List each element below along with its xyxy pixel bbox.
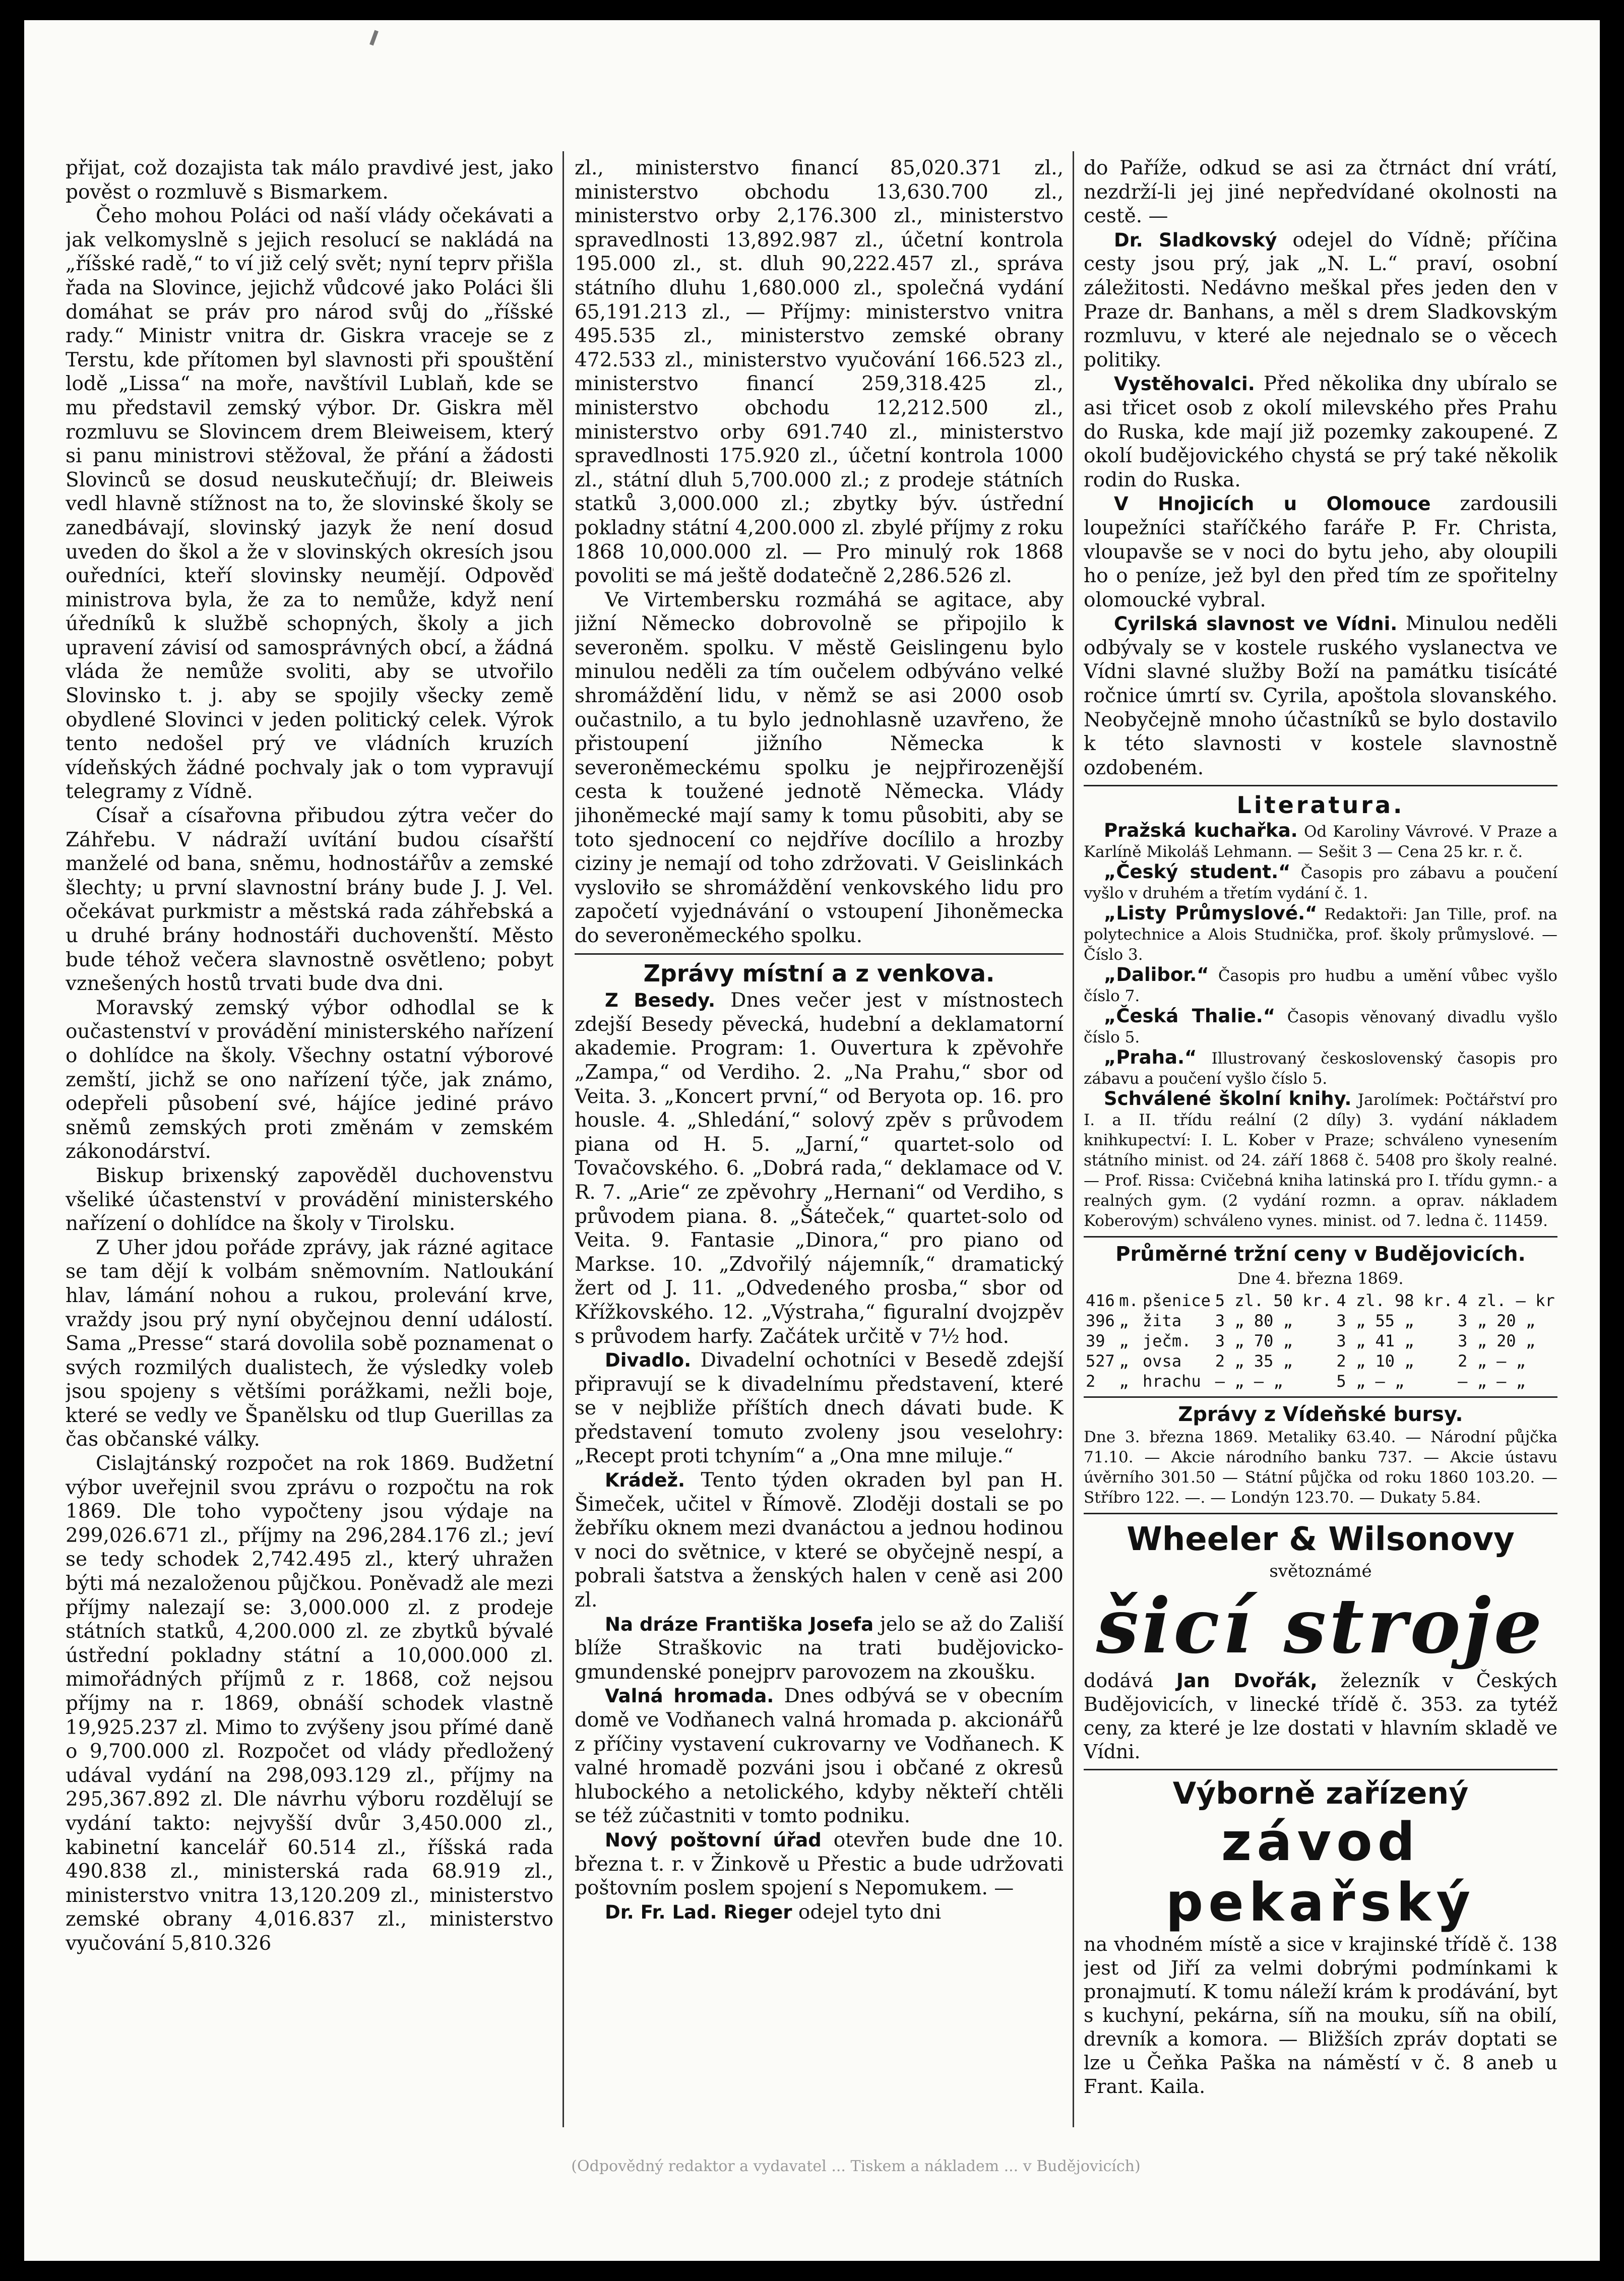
section-divider bbox=[1084, 1769, 1557, 1770]
price-cell: 3 „ 70 „ bbox=[1215, 1331, 1293, 1351]
price-cell: 396 bbox=[1086, 1311, 1115, 1331]
price-cell: 2 „ 10 „ bbox=[1336, 1351, 1414, 1371]
prices-title: Průměrné tržní ceny v Budějovicích. bbox=[1115, 1243, 1526, 1266]
price-cell: 2 „ — „ bbox=[1458, 1351, 1526, 1371]
advert-headline: šicí stroje bbox=[1096, 1582, 1545, 1671]
news-item bbox=[1084, 1006, 1557, 1047]
news-item-title: „Český student.“ bbox=[1104, 861, 1291, 883]
news-item bbox=[575, 1613, 1064, 1685]
news-item-title: Schválené školní knihy. bbox=[1104, 1088, 1352, 1110]
paragraph: Cislajtánský rozpočet na rok 1869. Budžetní výbor uveřejnil svou zprávu o rozpočtu na rok 1869. Dle toho vypočteny jsou výdaje na 299,026.671 zl., příjmy na 296,284.176 zl.; jeví se tedy schodek 2,742.495 zl., který uhražen býti má nezaloženou půjčkou. Poněvadž ale mezi příjmy nalezají se: 3,000.000 zl. z prodeje státních statků, 4,200.000 zl. ze zbytků bývalé ústřední pokladny státní a 10,000.000 zl. mimořádných příjmů z r. 1868, což nejsou příjmy na r. 1869, obnáší schodek vlastně 19,925.237 zl. Mimo to zvýšeny jsou přímé daně o 9,700.000 zl. Rozpočet od vlády předložený udával vydání na 298,093.129 zl., příjmy na 295,367.892 zl. Dle návrhu výboru rozdělují se vydání takto: nejvyšší dvůr 3,450.000 zl., kabinetní kancelář 60.514 zl., říšská rada 490.838 zl., ministerská rada 68.919 zl., ministerstvo vnitra 13,120.209 zl., ministerstvo zemské obrany 4,016.837 zl., ministerstvo vyučování 5,810.326 bbox=[66, 1452, 553, 1955]
news-item-text: Divadelní ochotníci v Besedě zdejší připravují se k divadelnímu představení, které se v nejbliže příštích dnech dávati bude. K představení tomuto zvoleny jsou veselohry: „Recept proti tchyním“ a „Ona mne miluje.“ bbox=[575, 1349, 1064, 1468]
news-items bbox=[1084, 156, 1557, 780]
news-item bbox=[1084, 156, 1557, 228]
price-cell: 527 bbox=[1086, 1351, 1115, 1371]
advert-body: na vhodném místě a sice v krajinské třídě č. 138 jest od Jiří za velmi dobrými podmínkami k pronajmutí. K tomu náleží krám k prodávání, byt s kuchyní, pekárna, síň na mouku, síň na obilí, drevník a komora. — Bližších zpráv doptati se lze u Čeňka Paška na náměstí v č. 8 aneb u Frant. Kaila. bbox=[1084, 1933, 1557, 2098]
advert-headline: závod pekařský bbox=[1165, 1811, 1476, 1934]
price-cell: ječm. bbox=[1143, 1331, 1192, 1351]
paragraph: Z Uher jdou pořáde zprávy, jak rázné agitace se tam dějí k volbám sněmovním. Natloukání hlav, lámání nohou a rukou, prolevání krve, vraždy jsou prý nyní obyčejnou denní událostí. Sama „Presse“ stará dovolila sobě poznamenat o svých rozmilých dualistech, že výsledky voleb jsou spojeny s většími porážkami, nežli boje, které se vedly ve Španělsku od tlup Guerillas za čas občanské války. bbox=[66, 1236, 553, 1451]
news-item-title: Pražská kuchařka. bbox=[1104, 820, 1298, 842]
price-cell: 39 bbox=[1086, 1331, 1105, 1351]
price-cell: ovsa bbox=[1143, 1351, 1182, 1371]
literature-title: Literatura. bbox=[1236, 791, 1405, 819]
price-cell: 3 „ 55 „ bbox=[1336, 1311, 1414, 1331]
advert-body: železník v Českých Budějovicích, v linecké třídě č. 353. za tytéž ceny, za které je lze dostati v hlavním skladě ve Vídni. bbox=[1084, 1670, 1557, 1763]
news-item-text: do Paříže, odkud se asi za čtrnáct dní vrátí, nezdrží-li jej jiné nepředvídané okolnosti na cestě. — bbox=[1084, 157, 1557, 228]
news-item-title: „Česká Thalie.“ bbox=[1104, 1005, 1276, 1027]
news-item-text: odejel do Vídně; příčina cesty jsou prý, jak „N. L.“ praví, osobní záležitosti. Nedávno meškal přes jeden den v Praze dr. Banhans, a měl s drem Sladkovským rozmluvu, v které ale nejednalo se o věcech politiky. bbox=[1084, 228, 1557, 372]
section-divider bbox=[575, 953, 1064, 955]
news-item-text: Tento týden okraden byl pan H. Šimeček, učitel v Římově. Zloději dostali se po žebříku oknem mezi dvanáctou a jednou hodinou v noci do světnice, v které se obyčejně nespí, a pobrali šatstva a ženských halen v ceně asi 200 zl. bbox=[575, 1469, 1064, 1612]
news-item bbox=[575, 989, 1064, 1348]
news-item-text: Illustrovaný československý časopis pro zábavu a poučení vyšlo číslo 5. bbox=[1084, 1050, 1557, 1088]
bursa-text: Dne 3. března 1869. Metaliky 63.40. — Národní půjčka 71.10. — Akcie národního banku 737. — Akcie ústavu úvěrního 301.50 — Státní půjčka od roku 1860 103.20. — Stříbro 122. —. — Londýn 123.70. — Dukaty 5.84. bbox=[1084, 1428, 1557, 1507]
news-item-title: „Praha.“ bbox=[1104, 1046, 1197, 1069]
local-news bbox=[575, 989, 1064, 1924]
advert-title: Wheeler & Wilsonovy bbox=[1127, 1520, 1515, 1558]
paragraph: přijat, což dozajista tak málo pravdivé jest, jako pověst o rozmluvě s Bismarkem. bbox=[66, 157, 553, 204]
prices-table bbox=[1084, 1290, 1557, 1391]
column-2 bbox=[575, 156, 1064, 2147]
news-item-text: Časopis věnovaný divadlu vyšlo číslo 5. bbox=[1084, 1008, 1557, 1047]
price-cell: 3 „ 20 „ bbox=[1458, 1331, 1536, 1351]
news-item bbox=[1084, 903, 1557, 965]
news-item bbox=[575, 1684, 1064, 1828]
column-1 bbox=[66, 156, 553, 2147]
news-item-text: odejel tyto dni bbox=[798, 1900, 942, 1924]
news-item-text: otevřen bude dne 10. března t. r. v Žinkově u Přestic a bude udržovati poštovním poslem spojení s Nepomukem. — bbox=[575, 1828, 1064, 1900]
paragraph: Moravský zemský výbor odhodlal se k oučastenství v provádění ministerského nařízení o dohlídce na školy. Všechny ostatní výborové zemští, jichž se ono nařízení týče, jak známo, odepřeli působení své, hájíce jediné právo sněmů zemských proti změnám v zemském zákonodárství. bbox=[66, 996, 553, 1163]
news-item bbox=[1084, 612, 1557, 780]
news-item-title: Z Besedy. bbox=[605, 990, 716, 1012]
news-item-text: Od Karoliny Vávrové. V Praze a Karlíně Mikoláš Lehmann. — Sešit 3 — Cena 25 kr. r. č. bbox=[1084, 823, 1557, 861]
price-cell: 2 bbox=[1086, 1372, 1096, 1391]
price-cell: žita bbox=[1143, 1311, 1182, 1331]
news-item bbox=[1084, 372, 1557, 492]
section-divider bbox=[1084, 1513, 1557, 1514]
news-item-text: Časopis pro hudbu a umění vůbec vyšlo číslo 7. bbox=[1084, 967, 1557, 1006]
price-row bbox=[1084, 1331, 1557, 1351]
news-item bbox=[1084, 1089, 1557, 1231]
news-item-title: Valná hromada. bbox=[605, 1685, 774, 1707]
advert-sewing-machines bbox=[1084, 1519, 1557, 1764]
section-divider bbox=[1084, 1396, 1557, 1398]
news-item bbox=[1084, 821, 1557, 862]
advert-heading: Výborně zařízený bbox=[1172, 1776, 1469, 1812]
advert-text bbox=[1084, 1669, 1557, 1764]
price-row bbox=[1084, 1371, 1557, 1391]
section-title: Zprávy místní a z venkova. bbox=[643, 959, 995, 987]
paragraph: Čeho mohou Poláci od naší vlády očekávati a jak velkomyslně s jejich resolucí se nakládá na „říšské radě,“ to ví již celý svět; nyní teprv přišla řada na Slovince, jejichž vůdcové jako Poláci šli domáhat se práv pro národ svůj do „říšské rady.“ Ministr vnitra dr. Giskra vraceje se z Terstu, kde přítomen byl slavnosti při spouštění lodě „Lissa“ na moře, navštívil Lublaň, kde se mu představil zemský výbor. Dr. Giskra měl rozmluvu se Slovincem drem Bleiweisem, který si panu ministrovi stěžoval, že přání a žádosti Slovinců se dosud neuskutečňují; dr. Bleiweis vedl hlavně stížnost na to, že slovinské školy se zanedbávají, slovinský jazyk že není dosud uveden do škol a že v slovinských okresích jsou ouředníci, kteří slovinsky neumějí. Odpověď ministrova byla, že za to nemůže, když není úředníků k službě schopných, školy a jich upravení závisí od samosprávných obcí, a žádná vláda že nemůže svoliti, aby se utvořilo Slovinsko t. j. aby se spojily všecky země obydlené Slovinci v jeden politický celek. Výrok tento nedošel prý ve vládních kruzích vídeňských žádné pochvaly jak o tom vypravují telegramy z Vídně. bbox=[66, 205, 553, 804]
price-cell: 5 zl. 50 kr. bbox=[1215, 1291, 1332, 1311]
prices-date: Dne 4. března 1869. bbox=[1237, 1268, 1404, 1288]
news-item-title: Dr. Fr. Lad. Rieger bbox=[605, 1901, 792, 1923]
news-item-text: Dnes večer jest v místnostech zdejší Besedy pěvecká, hudební a deklamatorní akademie. Program: 1. Ouvertura k zpěvohře „Zampa,“ od Verdiho. 2. „Na Prahu,“ sbor od Veita. 3. „Koncert první,“ od Beryota op. 16. pro housle. 4. „Shledání,“ solový zpěv s průvodem piana od H. 5. „Jarní,“ quartet-solo od Tovačovského. 6. „Dobrá rada,“ deklamace od V. R. 7. „Arie“ ze zpěvohry „Hernani“ od Verdiho, s průvodem piana. 8. „Šáteček,“ quartet-solo od Veita. 9. Fantasie „Dinora,“ pro piano od Markse. 10. „Zdvořilý nájemník,“ dramatický žert od J. 11. „Odvedeného prosba,“ sbor od Křížkovského. 12. „Výstraha,“ figuralní dvojzpěv s průvodem harfy. Začátek určitě v 7½ hod. bbox=[575, 989, 1064, 1348]
news-item bbox=[1084, 965, 1557, 1006]
news-item-title: V Hnojicích u Olomouce bbox=[1114, 493, 1431, 515]
price-cell: 3 „ 20 „ bbox=[1458, 1311, 1536, 1331]
advert-name: Jan Dvořák, bbox=[1176, 1670, 1318, 1692]
column-rule bbox=[563, 151, 564, 2127]
news-item-text: Před několika dny ubíralo se asi třicet osob z okolí milevského přes Prahu do Ruska, kde mají již pozemky zakoupené. Z okolí budějovického chystá se prý také několik rodin do Ruska. bbox=[1084, 373, 1557, 491]
news-item bbox=[575, 1900, 1064, 1925]
price-cell: 2 „ 35 „ bbox=[1215, 1351, 1293, 1371]
price-cell: „ bbox=[1119, 1351, 1129, 1371]
literature-list bbox=[1084, 821, 1557, 1231]
news-item bbox=[575, 1348, 1064, 1468]
price-row bbox=[1084, 1351, 1557, 1371]
price-cell: 3 „ 41 „ bbox=[1336, 1331, 1414, 1351]
section-divider bbox=[1084, 1236, 1557, 1238]
price-cell: — „ — „ bbox=[1215, 1372, 1283, 1391]
advert-subtitle: světoznámé bbox=[1269, 1561, 1372, 1581]
news-item bbox=[1084, 228, 1557, 373]
news-item-text: jelo se až do Zališí blíže Straškovic na trati budějovicko-gmundenské ponejprv parovozem na zkoušku. bbox=[575, 1613, 1064, 1684]
news-item-title: Vystěhovalci. bbox=[1114, 373, 1255, 395]
newspaper-page bbox=[24, 20, 1600, 2261]
news-item bbox=[575, 1468, 1064, 1613]
news-item bbox=[575, 1828, 1064, 1900]
news-item bbox=[1084, 862, 1557, 903]
ink-mark bbox=[369, 30, 379, 46]
price-cell: m. bbox=[1119, 1291, 1139, 1311]
news-item-title: „Dalibor.“ bbox=[1104, 964, 1209, 986]
price-cell: 4 zl. — kr bbox=[1458, 1291, 1555, 1311]
column-rule bbox=[1073, 151, 1074, 2127]
news-item-text: Jarolímek: Počtářství pro I. a II. třídu reální (2 díly) 3. vydání nákladem knihkupectví: I. L. Kober v Praze; schváleno vynesením státního minist. od 24. září 1868 č. 5408 pro školy realné. — Prof. Rissa: Cvičebná kniha latinská pro I. třídu gymn.- a realných gym. (2 vydání rozmn. a oprav. nákladem Koberovým) schváleno vynes. minist. od 7. ledna č. 11459. bbox=[1084, 1091, 1557, 1230]
news-item-title: „Listy Průmyslové.“ bbox=[1104, 902, 1318, 924]
advert-bakery bbox=[1084, 1775, 1557, 2099]
paragraph: zl., ministerstvo financí 85,020.371 zl., ministerstvo obchodu 13,630.700 zl., ministerstvo orby 2,176.300 zl., ministerstvo spravedlnosti 13,892.987 zl., účetní kontrola 195.000 zl., st. dluh 90,222.457 zl., správa státního dluhu 1,680.000 zl., společná vydání 65,191.213 zl., — Příjmy: ministerstvo vnitra 495.535 zl., ministerstvo zemské obrany 472.533 zl., ministerstvo vyučování 166.523 zl., ministerstvo financí 259,318.425 zl., ministerstvo obchodu 12,212.500 zl., ministerstvo orby 691.740 zl., ministerstvo spravedlnosti 175.920 zl., účetní kontrola 1000 zl., státní dluh 5,700.000 zl.; z prodeje státních statků 3,000.000 zl.; zbytky býv. ústřední pokladny státní 4,200.000 zl. zbylé příjmy z roku 1868 10,000.000 zl. — Pro minulý rok 1868 povoliti se má ještě dodatečně 2,286.526 zl. bbox=[575, 157, 1064, 588]
column-3 bbox=[1084, 156, 1557, 2147]
news-item-text: Redaktoři: Jan Tille, prof. na polytechnice a Alois Studnička, prof. školy průmyslové. — Číslo 3. bbox=[1084, 905, 1557, 964]
news-item-title: Krádež. bbox=[605, 1469, 685, 1492]
price-cell: 5 „ — „ bbox=[1336, 1372, 1405, 1391]
news-item-title: Nový poštovní úřad bbox=[605, 1829, 822, 1851]
price-cell: 4 zl. 98 kr. bbox=[1336, 1291, 1453, 1311]
news-item bbox=[1084, 1047, 1557, 1089]
price-row bbox=[1084, 1311, 1557, 1331]
section-divider bbox=[1084, 785, 1557, 786]
news-item-title: Dr. Sladkovský bbox=[1114, 229, 1277, 251]
news-item-text: Minulou neděli odbývaly se v kostele ruského vyslanectva ve Vídni slavné služby Boží na památku tisícáté ročnice úmrtí sv. Cyrila, apoštola slovanského. Neobyčejně mnoho účastníků se bylo dostavilo k této slavnosti v kostele slavnostně ozdobeném. bbox=[1084, 612, 1557, 779]
price-cell: hrachu bbox=[1143, 1372, 1201, 1391]
paragraph: Císař a císařovna přibudou zýtra večer do Záhřebu. V nádraží uvítání budou císařští manželé od bana, sněmu, hodnostářův a zemské šlechty; u první slavnostní brány bude J. J. Vel. očekávat purkmistr a městská rada záhřebská a u druhé brány hodnostáři duchovenští. Město bude téhož večera slavnostně osvětleno; pobyt vznešených hostů trvati bude dva dni. bbox=[66, 805, 553, 996]
price-cell: — „ — „ bbox=[1458, 1372, 1526, 1391]
advert-lead: dodává bbox=[1084, 1670, 1154, 1692]
paragraph: Biskup brixenský zapověděl duchovenstvu všeliké účastenství v provádění ministerského nařízení o dohlídce na školy v Tirolsku. bbox=[66, 1164, 553, 1236]
news-item-title: Cyrilská slavnost ve Vídni. bbox=[1114, 613, 1398, 635]
news-item bbox=[1084, 492, 1557, 612]
news-item-text: Dnes odbývá se v obecním domě ve Vodňanech valná hromada p. akcionářů z příčiny vystavení cukrovarny ve Vodňanech. K valné hromadě pozváni jsou i občané z okresů hlubockého a netolického, kdyby někteří chtěli se též zúčastniti v tomto podniku. bbox=[575, 1685, 1064, 1828]
news-item-text: zardousili loupežníci staříčkého faráře P. Fr. Christa, vloupavše se v noci do bytu jeho, aby oloupili ho o peníze, jež byl den před tím ze spořitelny olomoucké vybral. bbox=[1084, 492, 1557, 611]
price-cell: 416 bbox=[1086, 1291, 1115, 1311]
price-cell: „ bbox=[1119, 1311, 1129, 1331]
price-cell: pšenice bbox=[1143, 1291, 1211, 1311]
price-cell: „ bbox=[1119, 1331, 1129, 1351]
price-cell: 3 „ 80 „ bbox=[1215, 1311, 1293, 1331]
news-item-title: Divadlo. bbox=[605, 1349, 692, 1372]
news-item-title: Na dráze Františka Josefa bbox=[605, 1613, 874, 1635]
bursa-title: Zprávy z Vídeňské bursy. bbox=[1178, 1403, 1463, 1427]
paragraph: Ve Virtembersku rozmáhá se agitace, aby jižní Německo dobrovolně se připojilo k severoněm. spolku. V městě Geislingenu bylo minulou neděli za tím oučelem odbýváno velké shromáždění lidu, v němž se asi 2000 osob oučastnilo, a tu bylo jednohlasně uzavřeno, že přistoupení jižního Německa k severoněmeckému spolku je nejpřirozenější cesta k toužené jednotě Německa. Vlády jihoněmecké mají samy k tomu působiti, aby se toto sjednocení co nejdříve docílilo a hrozby ciziny je nemají od toho zdržovati. V Geislinkách vysloviło se shromáždění venkovského lidu pro započetí vyjednávání o vstoupení Jihoněmecka do severoněmeckého spolku. bbox=[575, 588, 1064, 947]
news-item-text: Časopis pro zábavu a poučení vyšlo v druhém a třetím vydání č. 1. bbox=[1084, 864, 1557, 903]
footer-line: (Odpovědný redaktor a vydavatel ... Tiskem a nákladem ... v Budějovicích) bbox=[571, 2157, 1141, 2175]
price-cell: „ bbox=[1119, 1372, 1129, 1391]
price-row bbox=[1084, 1290, 1557, 1311]
